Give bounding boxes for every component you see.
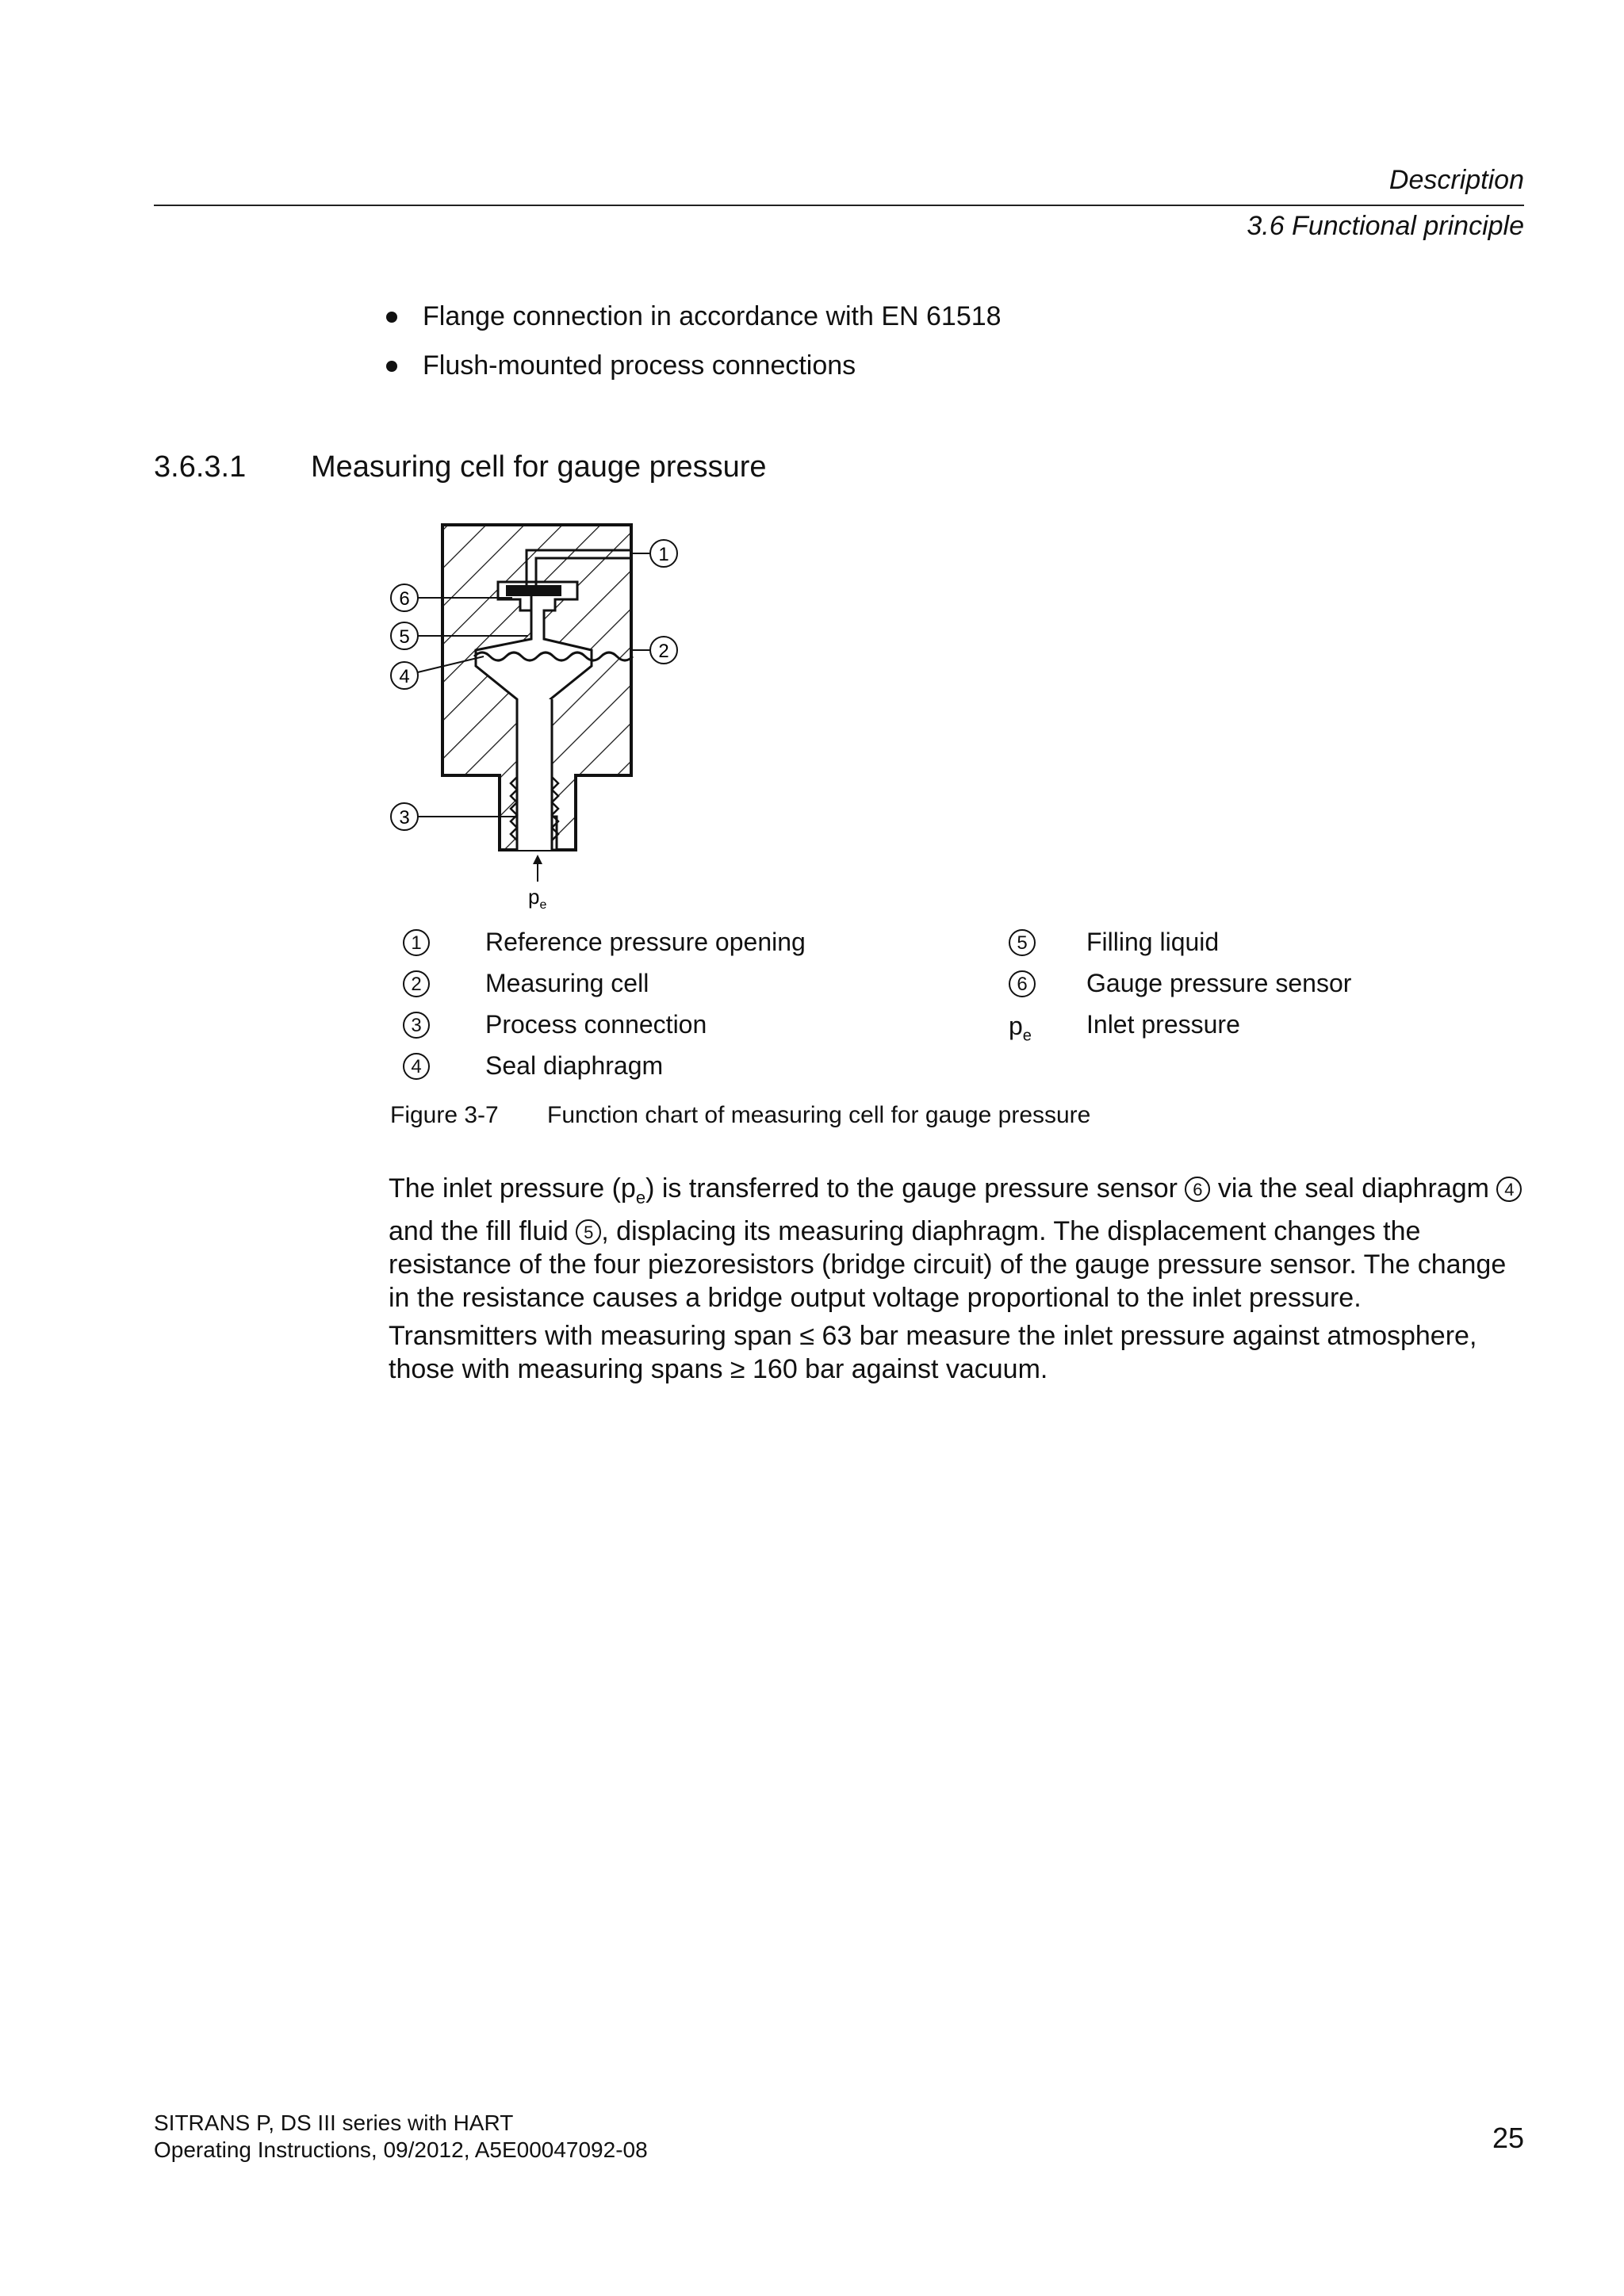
bullet-icon xyxy=(386,361,397,372)
legend-text: Seal diaphragm xyxy=(485,1051,664,1080)
footer-doc-info: Operating Instructions, 09/2012, A5E00047092-08 xyxy=(154,2137,648,2162)
section-number: 3.6.3.1 xyxy=(154,450,247,484)
arrow-head-icon xyxy=(533,855,542,864)
bullet-item xyxy=(386,350,856,381)
gauge-pressure-sensor xyxy=(506,585,561,596)
figure-caption-text: Function chart of measuring cell for gauge pressure xyxy=(547,1102,1091,1128)
callout-1 xyxy=(650,540,677,567)
figure-caption-label: Figure 3-7 xyxy=(390,1102,499,1128)
legend-text: Gauge pressure sensor xyxy=(1086,969,1352,997)
legend-key: 5 xyxy=(1009,926,1036,956)
legend-text: Measuring cell xyxy=(485,969,649,997)
gauge-pressure-cell-diagram xyxy=(381,515,714,912)
callout-2 xyxy=(650,637,677,664)
callout-ref: 6 xyxy=(1185,1177,1210,1202)
svg-text:2: 2 xyxy=(658,641,669,662)
body-paragraph: Transmitters with measuring span ≤ 63 bar measure the inlet pressure against atmosphere, those with measuring spans ≥ 160 bar against vacuum. xyxy=(389,1321,1477,1384)
bullet-item xyxy=(386,301,1002,332)
bullet-text: Flange connection in accordance with EN 61518 xyxy=(423,301,1002,331)
legend-key: 3 xyxy=(403,1008,430,1039)
legend-key: $p_e$ xyxy=(1009,1012,1032,1045)
footer-product: SITRANS P, DS III series with HART xyxy=(154,2110,514,2135)
svg-text:3: 3 xyxy=(399,807,410,828)
legend-key: 1 xyxy=(403,926,430,956)
legend-text: Filling liquid xyxy=(1086,928,1220,956)
body-paragraph: The inlet pressure $(p_e)$ is transferred to the gauge pressure sensor 6 via the seal diaphragm 4 and the fill fluid 5 , displacing its measuring diaphragm. The displacement changes the resistance of the four piezoresistors (bridge circuit) of the gauge pressure sensor. The change in the resistance causes a bridge output voltage proportional to the inlet pressure. xyxy=(389,1172,1530,1314)
callout-4 xyxy=(391,662,418,689)
bullet-icon xyxy=(386,312,397,323)
page-number: 25 xyxy=(1492,2122,1524,2154)
legend-text: Process connection xyxy=(485,1010,707,1039)
svg-text:5: 5 xyxy=(399,626,410,648)
callout-5 xyxy=(391,622,418,649)
legend-key: 6 xyxy=(1009,967,1036,997)
legend-text: Reference pressure opening xyxy=(485,928,806,956)
callout-6 xyxy=(391,584,418,611)
header-divider xyxy=(154,205,1524,206)
svg-text:1: 1 xyxy=(658,544,669,565)
svg-text:6: 6 xyxy=(399,588,410,610)
bullet-text: Flush-mounted process connections xyxy=(423,350,856,381)
header-chapter: Description xyxy=(1388,165,1524,195)
svg-text:4: 4 xyxy=(399,666,410,687)
legend-text: Inlet pressure xyxy=(1086,1010,1240,1039)
callout-3 xyxy=(391,803,418,830)
legend-key: 2 xyxy=(403,967,430,997)
header-section: 3.6 Functional principle xyxy=(1247,211,1524,241)
callout-ref: 5 xyxy=(576,1219,601,1245)
legend-key: 4 xyxy=(403,1050,430,1080)
section-title: Measuring cell for gauge pressure xyxy=(311,450,767,484)
inlet-pressure-label: $p_e$ xyxy=(528,885,547,912)
callout-ref: 4 xyxy=(1496,1177,1522,1202)
